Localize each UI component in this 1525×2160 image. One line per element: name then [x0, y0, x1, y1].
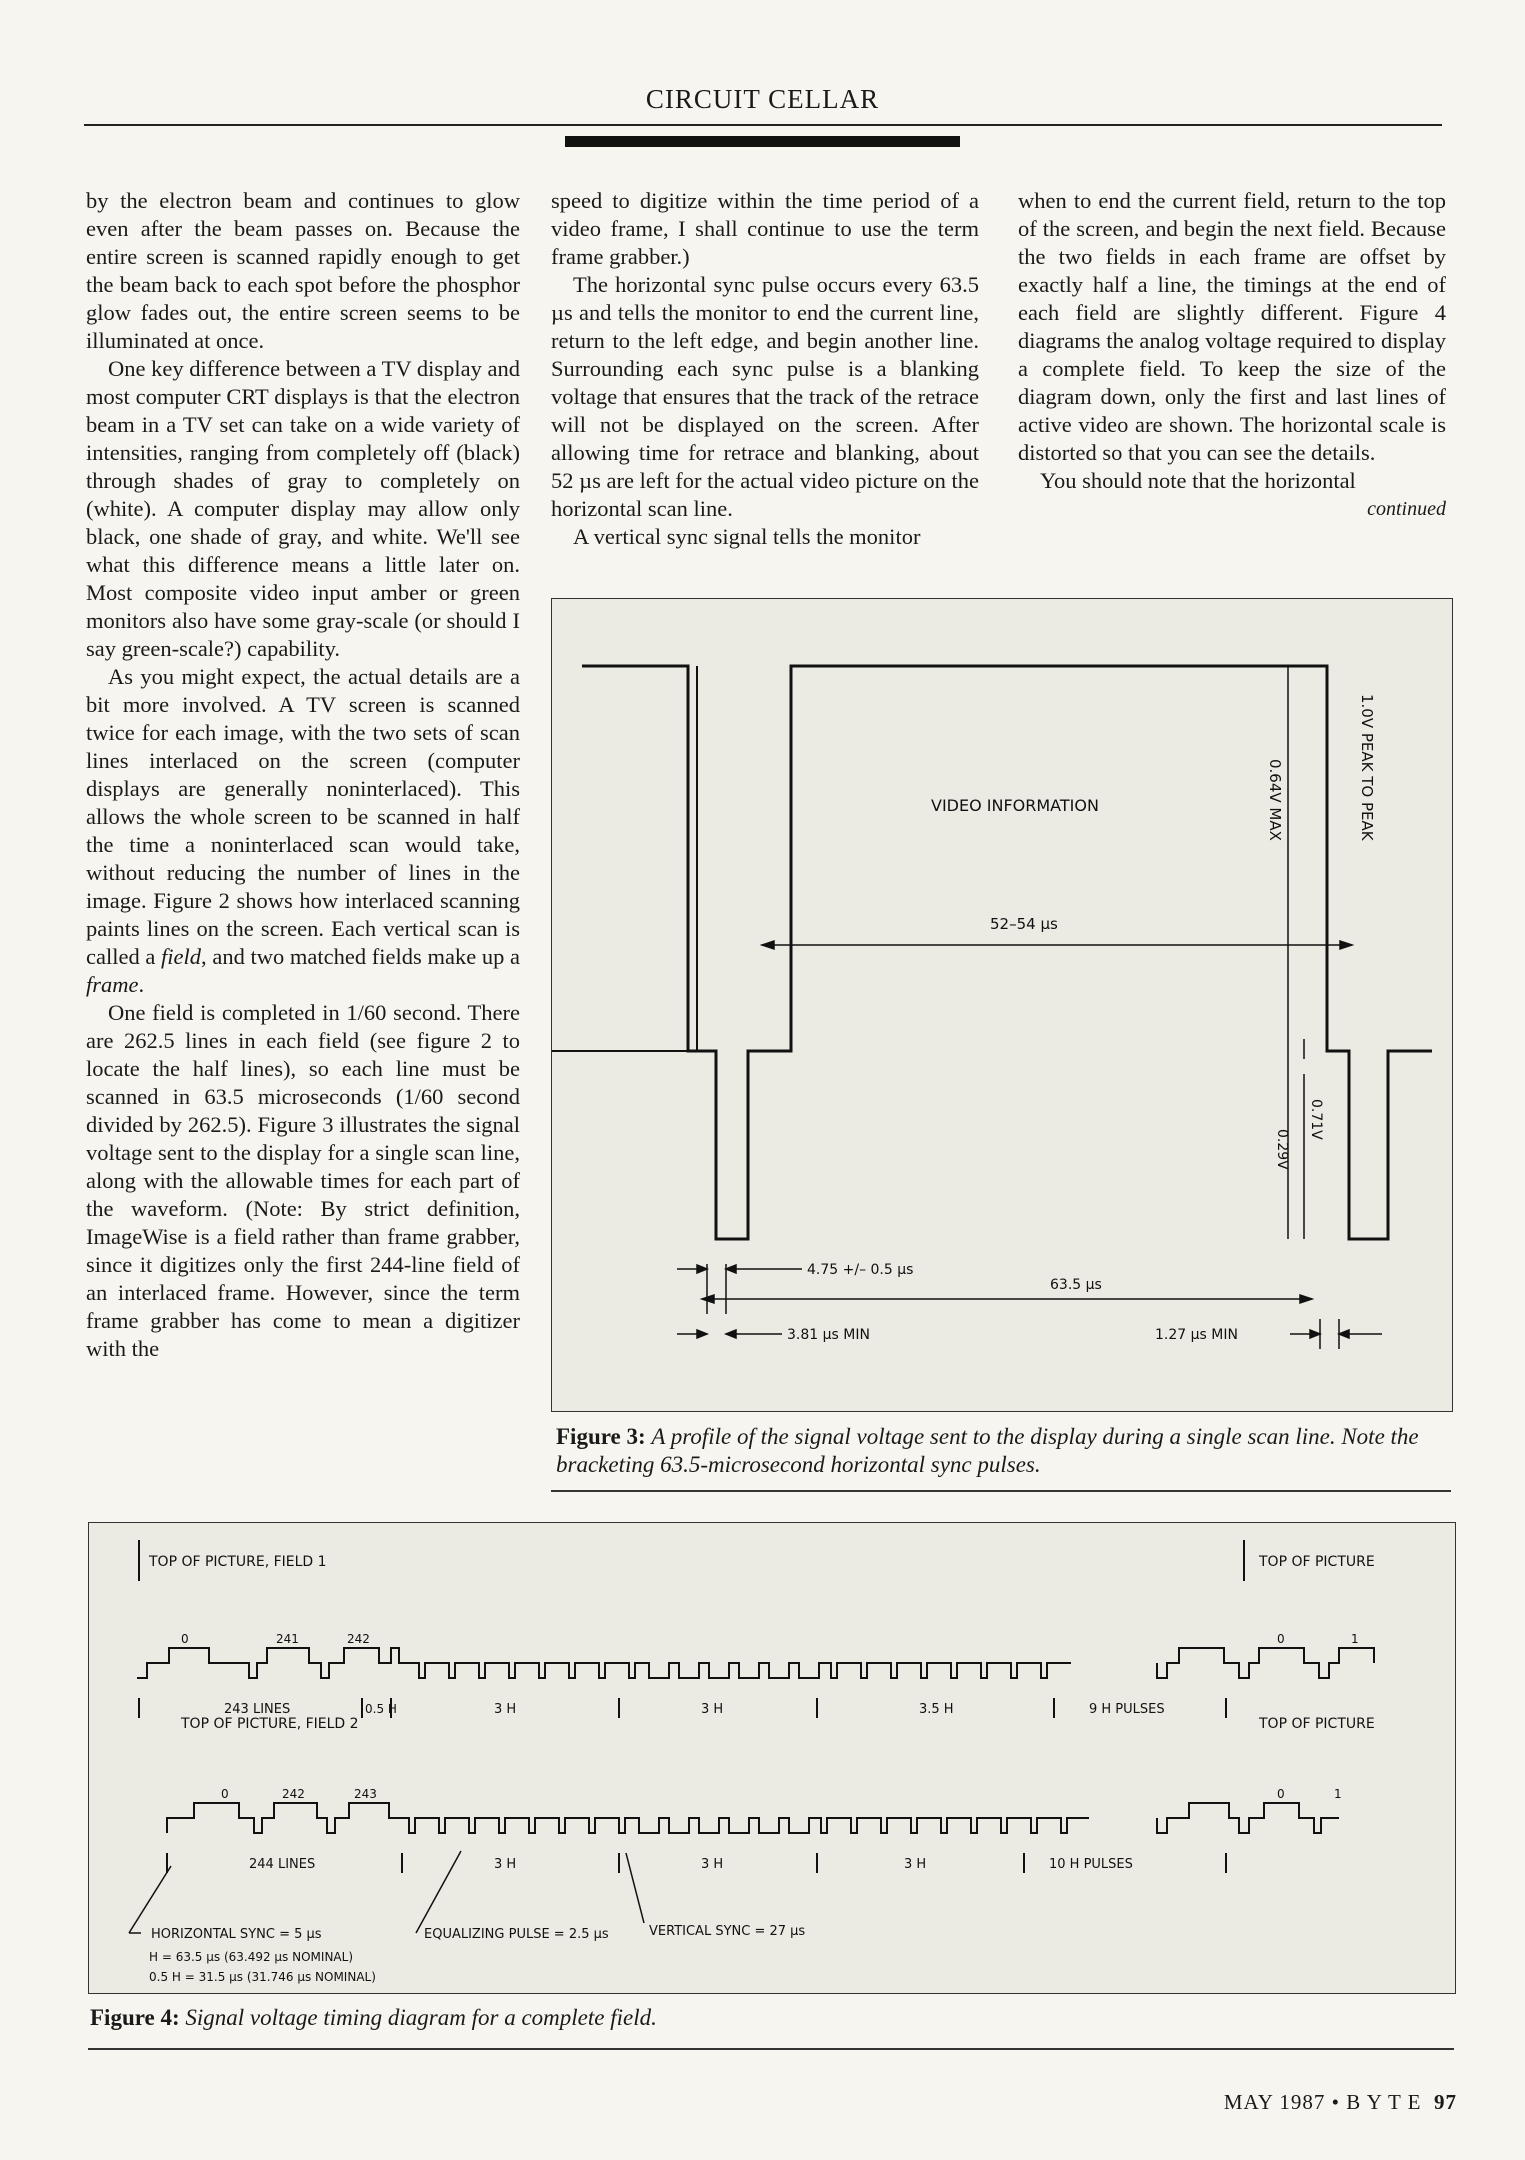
field-1-interval-lines: 243 LINES: [224, 1702, 291, 1717]
field-1-line-0: 0: [181, 1632, 189, 1646]
paragraph: by the electron beam and continues to glow even after the beam passes on. Because the entire screen is scanned rapidly enough to get the beam back to each spot before the phosphor glow fades out, the entire screen seems to be illuminated at once.: [86, 188, 520, 353]
field-2-interval-vs: 3 H: [701, 1857, 724, 1872]
field-1-end-line-1: 1: [1351, 1632, 1359, 1646]
paragraph: You should note that the horizontal: [1040, 468, 1356, 493]
header-rule: [84, 124, 1442, 126]
field-2-top-label: TOP OF PICTURE, FIELD 2: [181, 1716, 359, 1732]
field-1-line-241: 241: [276, 1632, 299, 1646]
figure-4-caption: Figure 4: Signal voltage timing diagram for a complete field.: [90, 2005, 657, 2030]
figure-3-waveform: [552, 599, 1452, 1411]
field-2-interval-lines: 244 LINES: [249, 1857, 316, 1872]
field-2-interval-eq2: 3 H: [904, 1857, 927, 1872]
field-2-end-line-1: 1: [1334, 1787, 1342, 1801]
active-time-label: 52–54 µs: [990, 915, 1058, 933]
figure-4-rule: [88, 2048, 1454, 2050]
header-bar: [565, 136, 960, 147]
back-porch-label: 1.27 µs MIN: [1155, 1327, 1238, 1343]
continued-note: continued: [1367, 498, 1446, 520]
page-footer: MAY 1987 • B Y T E 97: [1223, 2090, 1457, 2114]
figure-3-caption: Figure 3: A profile of the signal voltage sent to the display during a single scan line. Note the bracketing 63.5-microsecond horizontal sync pulses.: [556, 1424, 1419, 1477]
figure-3-rule: [551, 1490, 1451, 1492]
legend-hsync: HORIZONTAL SYNC = 5 µs: [151, 1927, 322, 1942]
field-2-interval-eq1: 3 H: [494, 1857, 517, 1872]
field-2-line-242: 242: [282, 1787, 305, 1801]
field-1-interval-vs: 3 H: [701, 1702, 724, 1717]
field-2-line-0: 0: [221, 1787, 229, 1801]
paragraph: One field is completed in 1/60 second. There are 262.5 lines in each field (see figure 2 to locate the half lines), so each line must be scanned in 63.5 microseconds (1/60 second divided by 262.5). Figure 3 illustrates the signal voltage sent to the display for a single scan line, along with the allowable times for each part of the waveform. (Note: By strict definition, ImageWise is a field rather than frame grabber, since it digitizes only the first 244-line field of an interlaced frame. However, since the term frame grabber has come to mean a digitizer with the: [86, 1000, 520, 1361]
field-1-waveform: [137, 1648, 1071, 1678]
legend-vsync: VERTICAL SYNC = 27 µs: [649, 1924, 806, 1939]
legend-half-h: 0.5 H = 31.5 µs (31.746 µs NOMINAL): [149, 1970, 376, 1984]
period-label: 63.5 µs: [1050, 1277, 1102, 1293]
column-1: [86, 187, 520, 1363]
v071-label: 0.71V: [1308, 1099, 1324, 1140]
field-2-interval-pulses: 10 H PULSES: [1049, 1857, 1133, 1872]
figure-4: [88, 1522, 1456, 1994]
field-1-interval-pulses: 9 H PULSES: [1089, 1702, 1165, 1717]
max-voltage-label: 0.64V MAX: [1266, 759, 1284, 841]
field-2-end-waveform: [1157, 1803, 1339, 1833]
field-2-end-line-0: 0: [1277, 1787, 1285, 1801]
field-2-line-243: 243: [354, 1787, 377, 1801]
field-1-top-label: TOP OF PICTURE, FIELD 1: [149, 1554, 327, 1570]
field-1-interval-eq1: 3 H: [494, 1702, 517, 1717]
paragraph: speed to digitize within the time period of a video frame, I shall continue to use the term frame grabber.): [551, 188, 979, 269]
figure-4-timing-diagram: [89, 1523, 1455, 1993]
paragraph: The horizontal sync pulse occurs every 63.5 µs and tells the monitor to end the current line, return to the left edge, and begin another line. Surrounding each sync pulse is a blanking voltage that ensures that the track of the retrace will not be displayed on the screen. After allowing time for retrace and blanking, about 52 µs are left for the actual video picture on the horizontal scan line.: [551, 272, 979, 521]
field-1-interval-half: 0.5 H: [365, 1702, 397, 1716]
column-3: [1018, 187, 1446, 523]
field-2-waveform: [167, 1803, 1089, 1833]
v029-label: 0.29V: [1274, 1129, 1290, 1170]
paragraph: One key difference between a TV display and most computer CRT displays is that the electron beam in a TV set can take on a wide variety of intensities, ranging from completely off (black) through shades of gray to completely on (white). A computer display may allow only black, one shade of gray, and white. We'll see what this difference means a little later on. Most composite video input amber or green monitors also have some gray-scale (or should I say green-scale?) capability.: [86, 356, 520, 661]
peak-voltage-label: 1.0V PEAK TO PEAK: [1358, 694, 1376, 841]
field-1-end-line-0: 0: [1277, 1632, 1285, 1646]
figure-3: [551, 598, 1453, 1412]
running-header: CIRCUIT CELLAR: [645, 84, 880, 114]
paragraph: As you might expect, the actual details are a bit more involved. A TV screen is scanned twice for each image, with the two sets of scan lines interlaced on the screen (computer displays are generally noninterlaced). This allows the whole screen to be scanned in half the time a noninterlaced scan would take, without reducing the number of lines in the image. Figure 2 shows how interlaced scanning paints lines on the screen. Each vertical scan is called a field, and two matched fields make up a frame.: [86, 664, 520, 997]
column-2: [551, 187, 979, 551]
paragraph: when to end the current field, return to the top of the screen, and begin the next field. Because the two fields in each frame are offset by exactly half a line, the timings at the end of each field are slightly different. Figure 4 diagrams the analog voltage required to display a complete field. To keep the size of the diagram down, only the first and last lines of active video are shown. The horizontal scale is distorted so that you can see the details.: [1018, 188, 1446, 465]
field-1-top-right-label: TOP OF PICTURE: [1259, 1554, 1375, 1570]
sync-width-label: 4.75 +/– 0.5 µs: [807, 1262, 914, 1278]
field-1-line-242: 242: [347, 1632, 370, 1646]
video-information-label: VIDEO INFORMATION: [931, 796, 1099, 815]
legend-eq: EQUALIZING PULSE = 2.5 µs: [424, 1927, 609, 1942]
paragraph: A vertical sync signal tells the monitor: [573, 524, 921, 549]
field-2-top-right-label: TOP OF PICTURE: [1259, 1716, 1375, 1732]
field-1-interval-eq2: 3.5 H: [919, 1702, 954, 1717]
field-1-end-waveform: [1157, 1648, 1374, 1678]
legend-h: H = 63.5 µs (63.492 µs NOMINAL): [149, 1950, 353, 1964]
front-porch-label: 3.81 µs MIN: [787, 1327, 870, 1343]
